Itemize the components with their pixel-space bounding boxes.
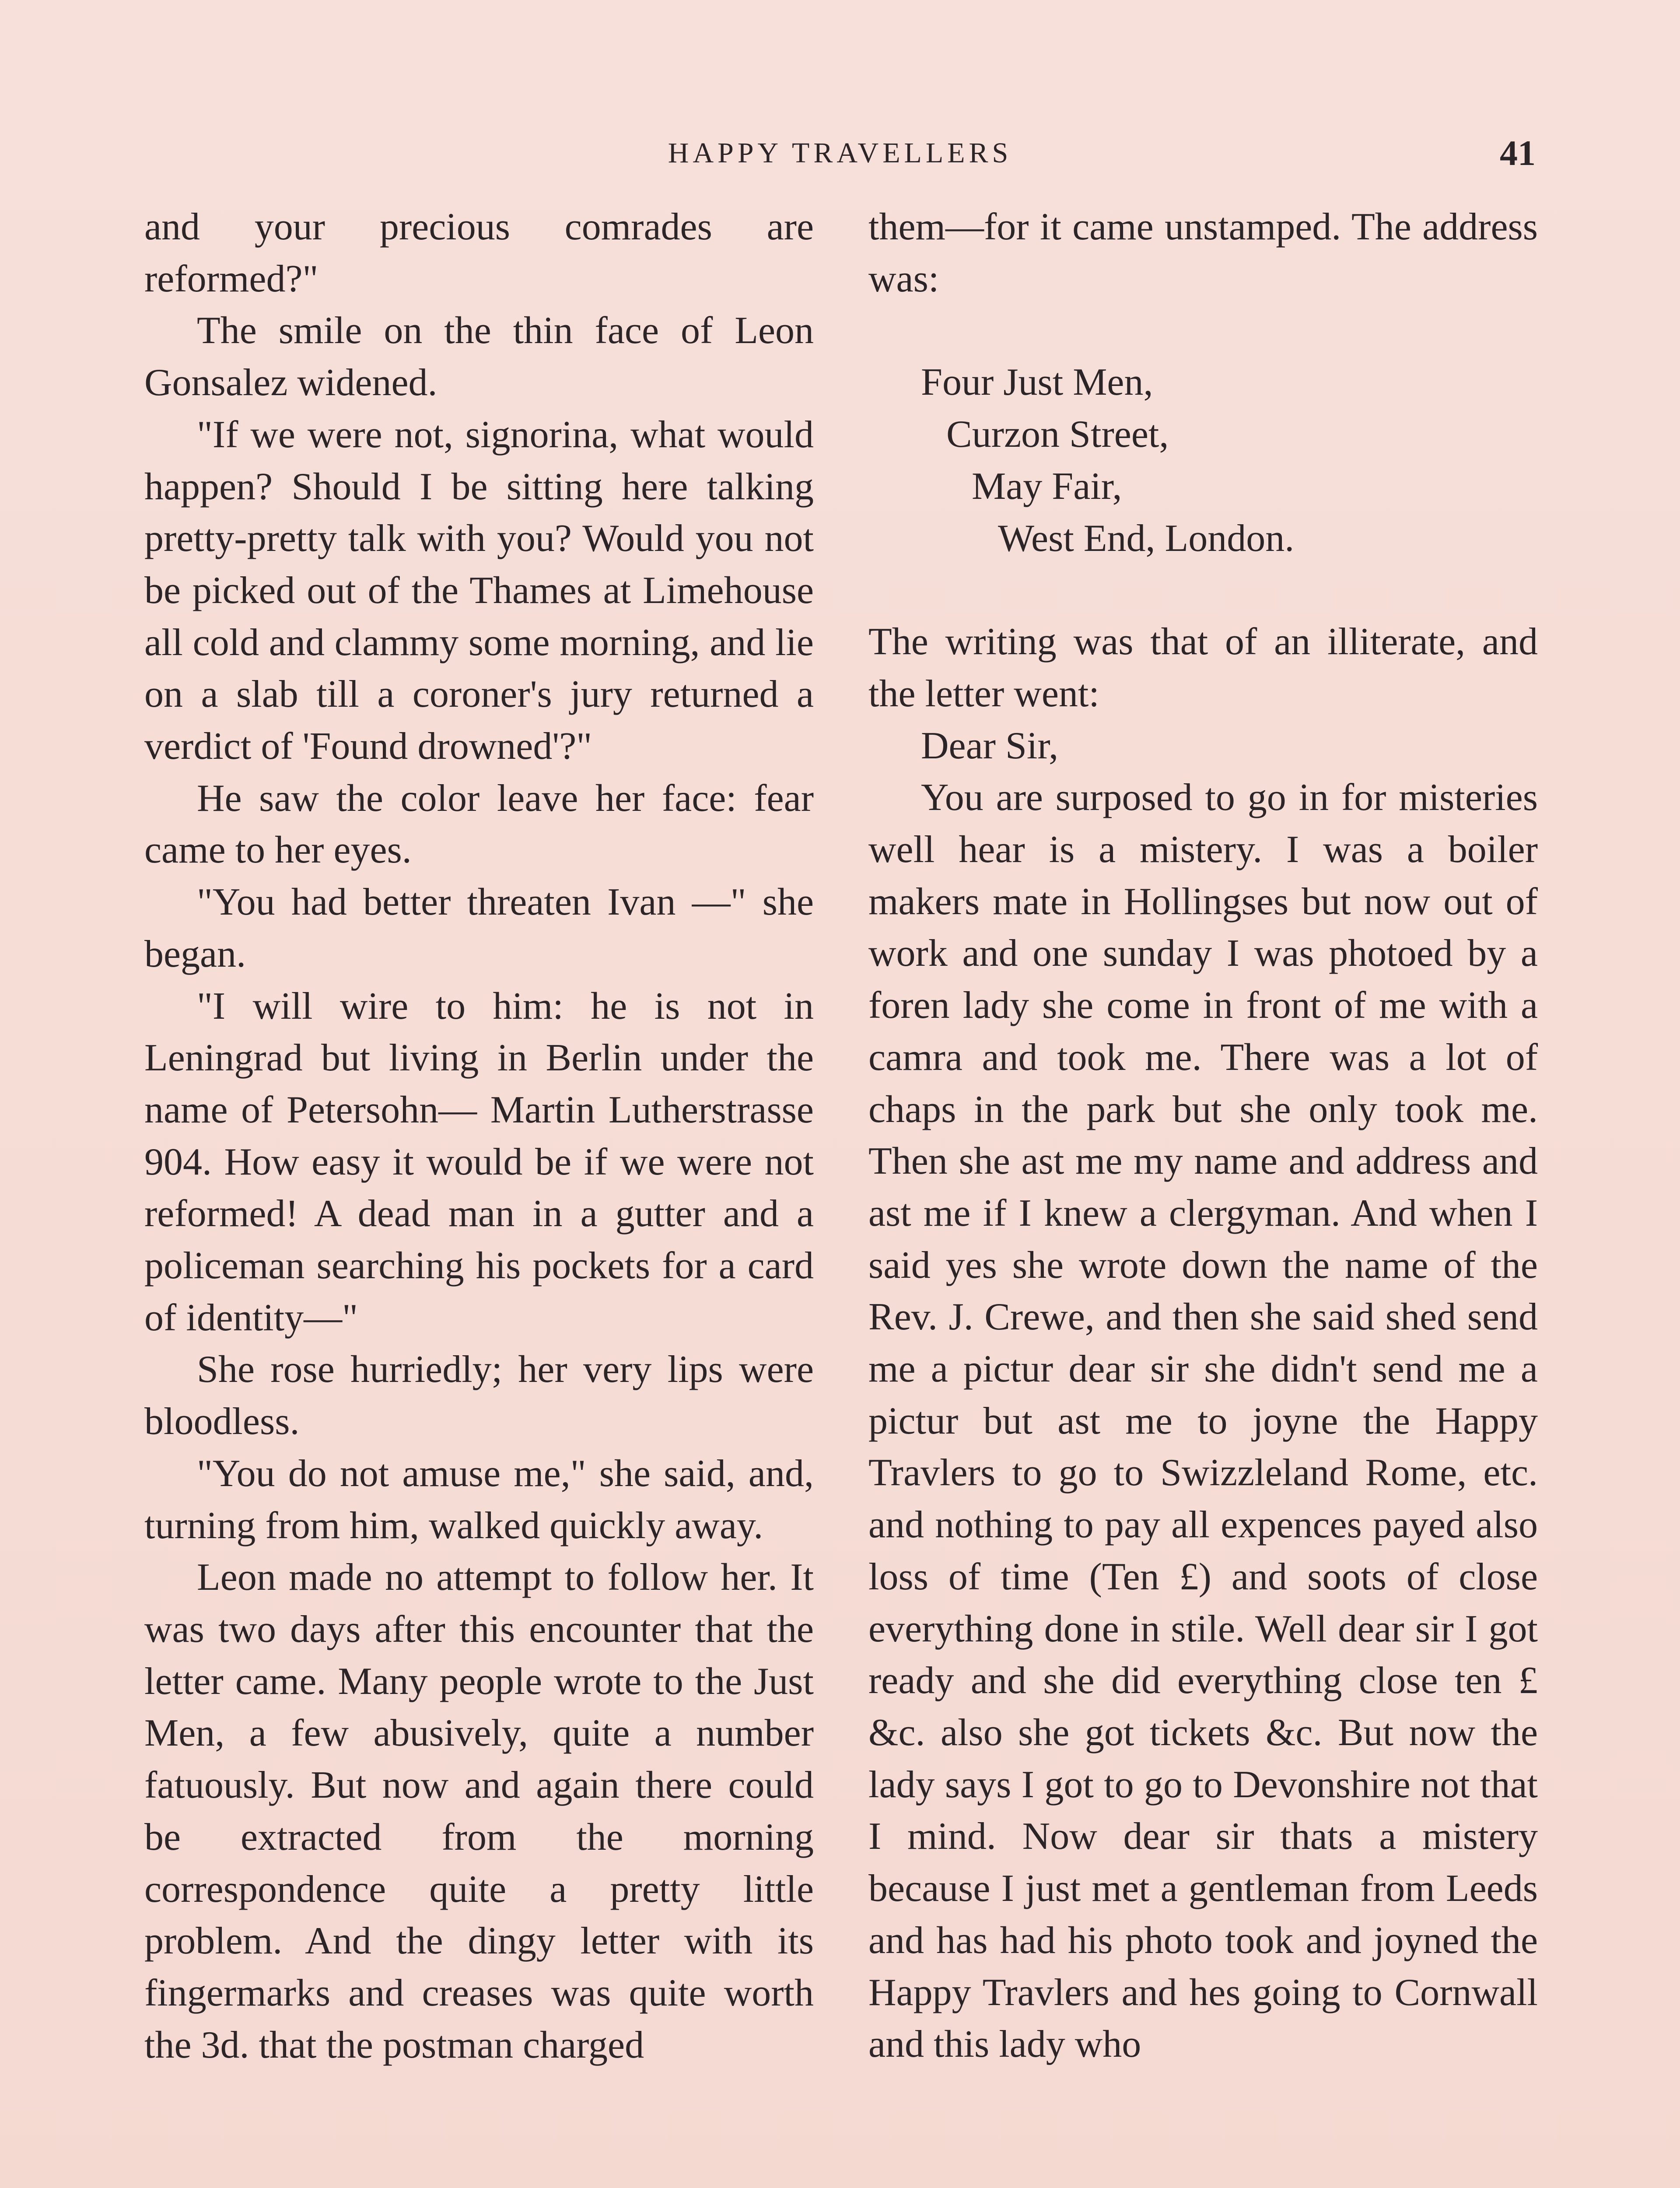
letter-address (868, 357, 1538, 565)
address-line: Curzon Street, (946, 413, 1169, 456)
left-text-column (144, 201, 814, 2071)
paragraph: The writing was that of an illiterate, and the letter went: (868, 621, 1538, 715)
paragraph: them—for it came unstamped. The address was: (868, 206, 1538, 300)
running-header (144, 131, 1536, 184)
address-line: West End, London. (998, 517, 1295, 560)
paragraph: She rose hurriedly; her very lips were bloodless. (144, 1348, 814, 1443)
paragraph: "You do not amuse me," she said, and, turning from him, walked quickly away. (144, 1452, 814, 1547)
address-line: May Fair, (972, 465, 1122, 508)
address-line: Four Just Men, (921, 361, 1153, 404)
letter-salutation: Dear Sir, (921, 724, 1059, 767)
paragraph: Leon made no attempt to follow her. It was two days after this encounter that the letter came. Many people wrote to the Just Men, a few abusively, quite a number fatuously. But now and again there could be extracted from the morning correspondence quite a pretty little problem. And the dingy letter with its fingermarks and creases was quite worth the 3d. that the postman charged (144, 1556, 814, 2066)
chapter-title: HAPPY TRAVELLERS (668, 137, 1012, 169)
paragraph: "I will wire to him: he is not in Leningrad but living in Berlin under the name of Petersohn— Martin Lutherstrasse 904. How easy it would be if we were not reformed! A dead man in a gutter and a policeman searching his pockets for a card of identity—" (144, 985, 814, 1339)
paragraph: He saw the color leave her face: fear came to her eyes. (144, 777, 814, 872)
paragraph: "If we were not, signorina, what would happen? Should I be sitting here talking pretty-pretty talk with you? Would you not be picked out of the Thames at Limehouse all cold and clammy some morning, and lie on a slab till a coroner's jury returned a verdict of 'Found drowned'?" (144, 413, 814, 768)
right-text-column (868, 201, 1538, 2071)
paragraph: The smile on the thin face of Leon Gonsalez widened. (144, 309, 814, 404)
paragraph: "You had better threaten Ivan —" she began. (144, 881, 814, 975)
page-number: 41 (1500, 133, 1536, 173)
paragraph: and your precious comrades are reformed?" (144, 206, 814, 300)
letter-body: You are surposed to go in for misteries well hear is a mistery. I was a boiler makers mate in Hollingses but now out of work and one sunday I was photoed by a foren lady she come in front of me with a camra and took me. There was a lot of chaps in the park but she only took me. Then she ast me my name and address and ast me if I knew a clergyman. And when I said yes she wrote down the name of the Rev. J. Crewe, and then she said shed send me a pictur dear sir she didn't send me a pictur but ast me to joyne the Happy Travlers to go to Swizzleland Rome, etc. and nothing to pay all expences payed also loss of time (Ten £) and soots of close everything done in stile. Well dear sir I got ready and she did everything close ten £ &c. also she got tickets &c. But now the lady says I got to go to Devonshire not that I mind. Now dear sir thats a mistery because I just met a gentleman from Leeds and has had his photo took and joyned the Happy Travlers and hes going to Cornwall and this lady who (868, 776, 1538, 2066)
